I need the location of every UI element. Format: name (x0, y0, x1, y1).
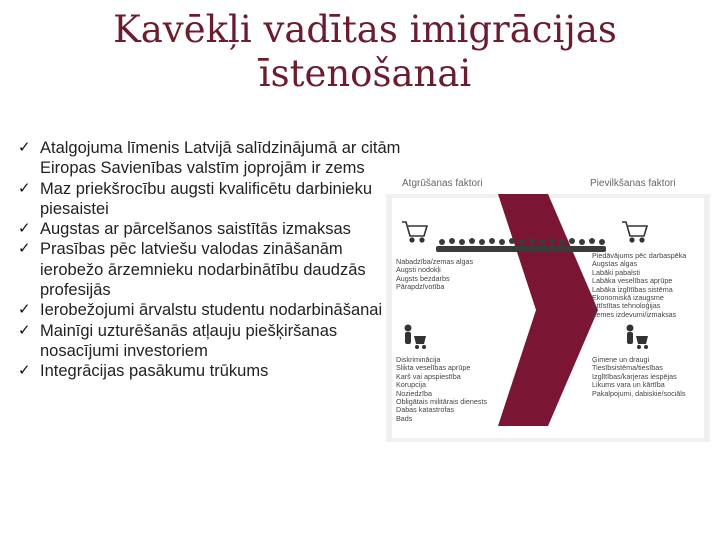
checkmark-icon: ✓ (18, 179, 31, 197)
push-social-list: Diskriminācija Slikta veselības aprūpe Karš vai apspiestība Korupcija Noziedzība Obligātais militārais dienests Dabas katastrofas Bads (396, 355, 488, 423)
bullet-text: Atalgojuma līmenis Latvijā salīdzinājumā ar citām Eiropas Savienības valstīm joprojām ir zems (40, 139, 401, 178)
bullet-item (18, 138, 408, 179)
pull-header: Pievilkšanas faktori (590, 178, 676, 189)
slide-title: Kavēkļi vadītas imigrācijas īstenošanai (113, 8, 617, 95)
bullet-text: Prasības pēc latviešu valodas zināšanām ierobežo ārzemnieku nodarbinātību daudzās profesijās (40, 240, 366, 300)
checkmark-icon: ✓ (18, 240, 31, 258)
bullet-text: Ierobežojumi ārvalstu studentu nodarbināšanai (40, 301, 383, 320)
bullet-item (18, 219, 408, 239)
bullet-text: Mainīgi uzturēšanās atļauju piešķiršanas nosacījumi investoriem (40, 321, 338, 360)
checkmark-icon: ✓ (18, 362, 31, 380)
bullet-text: Integrācijas pasākumu trūkums (40, 362, 269, 381)
checkmark-icon: ✓ (18, 139, 31, 156)
bullet-item (18, 239, 408, 300)
checkmark-icon: ✓ (18, 220, 31, 238)
checkmark-icon: ✓ (18, 301, 31, 319)
push-pull-figure (386, 170, 710, 442)
bullet-text: Augstas ar pārcelšanos saistītās izmaksas (40, 220, 351, 239)
push-economic-list: Nabadzība/zemas algas Augsti nodokļi Augsts bezdarbs Pārapdzīvotība (396, 257, 474, 292)
bullet-list (18, 138, 408, 382)
bullet-item (18, 300, 408, 320)
bullet-item (18, 179, 408, 220)
bullet-text: Maz priekšrocību augsti kvalificētu darbinieku piesaistei (40, 179, 372, 218)
pull-social-list: Ģimene un draugi Tiesībsistēma/tiesības Izglītības/karjeras iespējas Likums vara un kārtība Pakalpojumi, dabiskie/sociāls (592, 355, 686, 398)
bullet-item (18, 321, 408, 362)
pull-economic-list: Piedāvājums pēc darbaspēka Augstas algas Labāki pabalsti Labāka veselības aprūpe Labāka izglītības sistēma Ekonomiskā izaugsme Attīstītas tehnoloģijas Zemes izdevumi/izmaksas (592, 251, 687, 319)
bullet-item (18, 361, 408, 381)
checkmark-icon: ✓ (18, 321, 31, 339)
push-header: Atgrūšanas faktori (402, 178, 483, 189)
